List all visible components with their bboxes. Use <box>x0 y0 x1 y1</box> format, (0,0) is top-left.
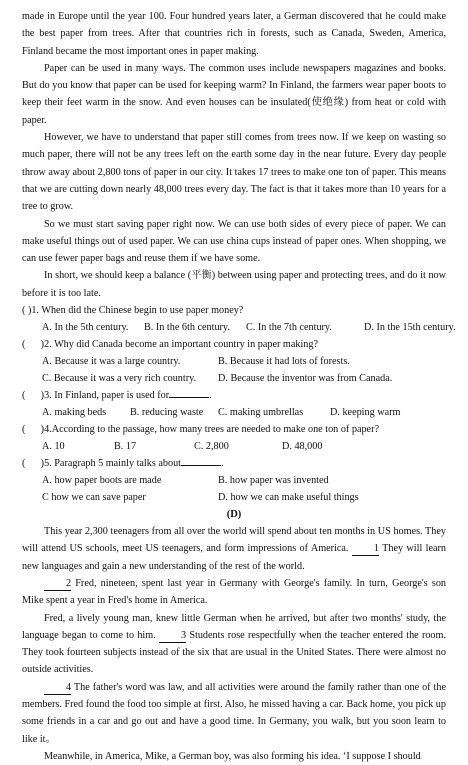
passage-c-paragraph-4: So we must start saving paper right now. We can use both sides of every piece of paper. We can make useful things out of used paper. We can use china cups instead of paper ones. When shopping, we can use fewer paper bags and reuse them if we have some. <box>22 218 446 265</box>
cloze-blank-2[interactable]: 2 <box>44 577 71 591</box>
question-5-suffix: . <box>221 458 224 470</box>
question-2-option-a: A. Because it was a large country. <box>42 356 181 368</box>
passage-d-paragraph-1-text-cont: They will learn new languages and gain a new understanding of the rest of the world. <box>22 543 446 572</box>
question-2-options <box>22 353 446 387</box>
question-2-option-c: C. Because it was a very rich country. <box>42 373 197 385</box>
passage-d-paragraph-4 <box>22 679 446 748</box>
question-5-text: ( )5. Paragraph 5 mainly talks about <box>22 458 182 470</box>
cloze-blank-4[interactable]: 4 <box>44 681 71 695</box>
question-4-option-a: A. 10 <box>42 441 65 453</box>
question-1-text: ( )1. When did the Chinese begin to use paper money? <box>22 305 244 317</box>
passage-c-paragraph-2: Paper can be used in many ways. The common uses include newspapers magazines and books. But do you know that paper can be used for keeping warm? In Finland, the farmers wear paper boots to keep their feet warm in the snow. And even houses can be insulated(使绝缘) from heat or cold with paper. <box>22 62 446 126</box>
question-5-option-b: B. how paper was invented <box>218 475 329 487</box>
question-3-option-d: D. keeping warm <box>330 407 401 419</box>
question-4-option-c: C. 2,800 <box>194 441 229 453</box>
question-3-suffix: . <box>209 390 212 402</box>
question-4-option-d: D. 48,000 <box>282 441 323 453</box>
question-3-option-a: A. making beds <box>42 407 107 419</box>
question-3-text: ( )3. In Finland, paper is used for <box>22 390 170 402</box>
question-2-text: ( )2. Why did Canada become an important country in paper making? <box>22 339 319 351</box>
cloze-blank-1[interactable]: 1 <box>352 542 379 556</box>
question-1-option-c: C. In the 7th century. <box>246 322 332 334</box>
question-5-option-a: A. how paper boots are made <box>42 475 162 487</box>
passage-d-paragraph-3-text-cont: Students rose respectfully when the teacher entered the room. They took fourteen subjects instead of the six that are usual in the United States. There were almost no outside activities. <box>22 629 446 676</box>
question-1-options <box>22 319 456 336</box>
question-1-option-b: B. In the 6th century. <box>144 322 230 334</box>
passage-c-paragraph-3: However, we have to understand that paper still comes from trees now. If we keep on wasting so much paper, there will not be any trees left on the earth some day in the near future. Every day people throw away about 2,800 tons of paper in our city. It takes 17 trees to make one ton of paper. This means that we are cutting down nearly 48,000 trees every day. The fact is that it takes more than 10 years for a tree to grow. <box>22 132 446 213</box>
question-3-option-b: B. reducing waste <box>130 407 204 419</box>
question-5-option-c: C how we can save paper <box>42 492 146 504</box>
question-3-answer-blank[interactable] <box>169 397 209 398</box>
section-d-heading: (D) <box>226 509 242 521</box>
question-1 <box>22 302 446 319</box>
question-3 <box>22 387 446 404</box>
question-2-option-b: B. Because it had lots of forests. <box>218 356 350 368</box>
cloze-blank-3[interactable]: 3 <box>159 629 186 643</box>
question-3-options <box>22 404 446 421</box>
passage-d-paragraph-5: Meanwhile, in America, Mike, a German boy, was also forming his idea. ‘I suppose I should <box>44 750 421 762</box>
question-3-option-c: C. making umbrellas <box>218 407 304 419</box>
question-4-options <box>22 438 446 455</box>
passage-d-paragraph-1-text: This year 2,300 teenagers from all over the world will spend about ten months in US homes. They will attend US schools, meet US teenagers, and form impressions of America. <box>22 526 446 555</box>
passage-d-paragraph-1 <box>22 523 446 575</box>
question-5-option-d: D. how we can make useful things <box>218 492 359 504</box>
question-1-option-d: D. In the 15th century. <box>364 322 456 334</box>
passage-d-paragraph-3 <box>22 610 446 679</box>
question-5 <box>22 455 446 472</box>
question-2-option-d: D. Because the inventor was from Canada. <box>218 373 393 385</box>
passage-d-paragraph-2 <box>22 575 446 610</box>
question-2 <box>22 336 446 353</box>
question-4 <box>22 421 446 438</box>
passage-c-paragraph-1: made in Europe until the year 100. Four hundred years later, a German discovered that he could make the best paper from trees. After that countries rich in forests, such as Canada, Sweden, America, Finland became the most important ones in paper making. <box>22 11 446 57</box>
passage-d-paragraph-2-text: Fred, nineteen, spent last year in Germany with George's family. In turn, George's son Mike spent a year in Fred's home in America. <box>22 577 447 607</box>
passage-c-paragraph-5: In short, we should keep a balance (平衡) between using paper and protecting trees, and do it now before it is too late. <box>22 270 446 299</box>
question-4-option-b: B. 17 <box>114 441 137 453</box>
passage-d-paragraph-4-text: The father's word was law, and all activities were around the family rather than one of the members. Fred found the food too simple at first. Also, he missed having a car. Back home, you pick up some friends in a car and go out and have a good time. In Germany, you walk, but you soon learn to like it。 <box>22 681 446 745</box>
passage-d-paragraph-3-text: Fred, a lively young man, knew little German when he arrived, but after two months' study, the language began to come to him. <box>22 612 446 641</box>
question-5-answer-blank[interactable] <box>181 465 221 466</box>
question-5-options <box>22 472 446 506</box>
question-1-option-a: A. In the 5th century. <box>42 322 129 334</box>
question-4-text: ( )4.According to the passage, how many trees are needed to make one ton of paper? <box>22 424 379 436</box>
